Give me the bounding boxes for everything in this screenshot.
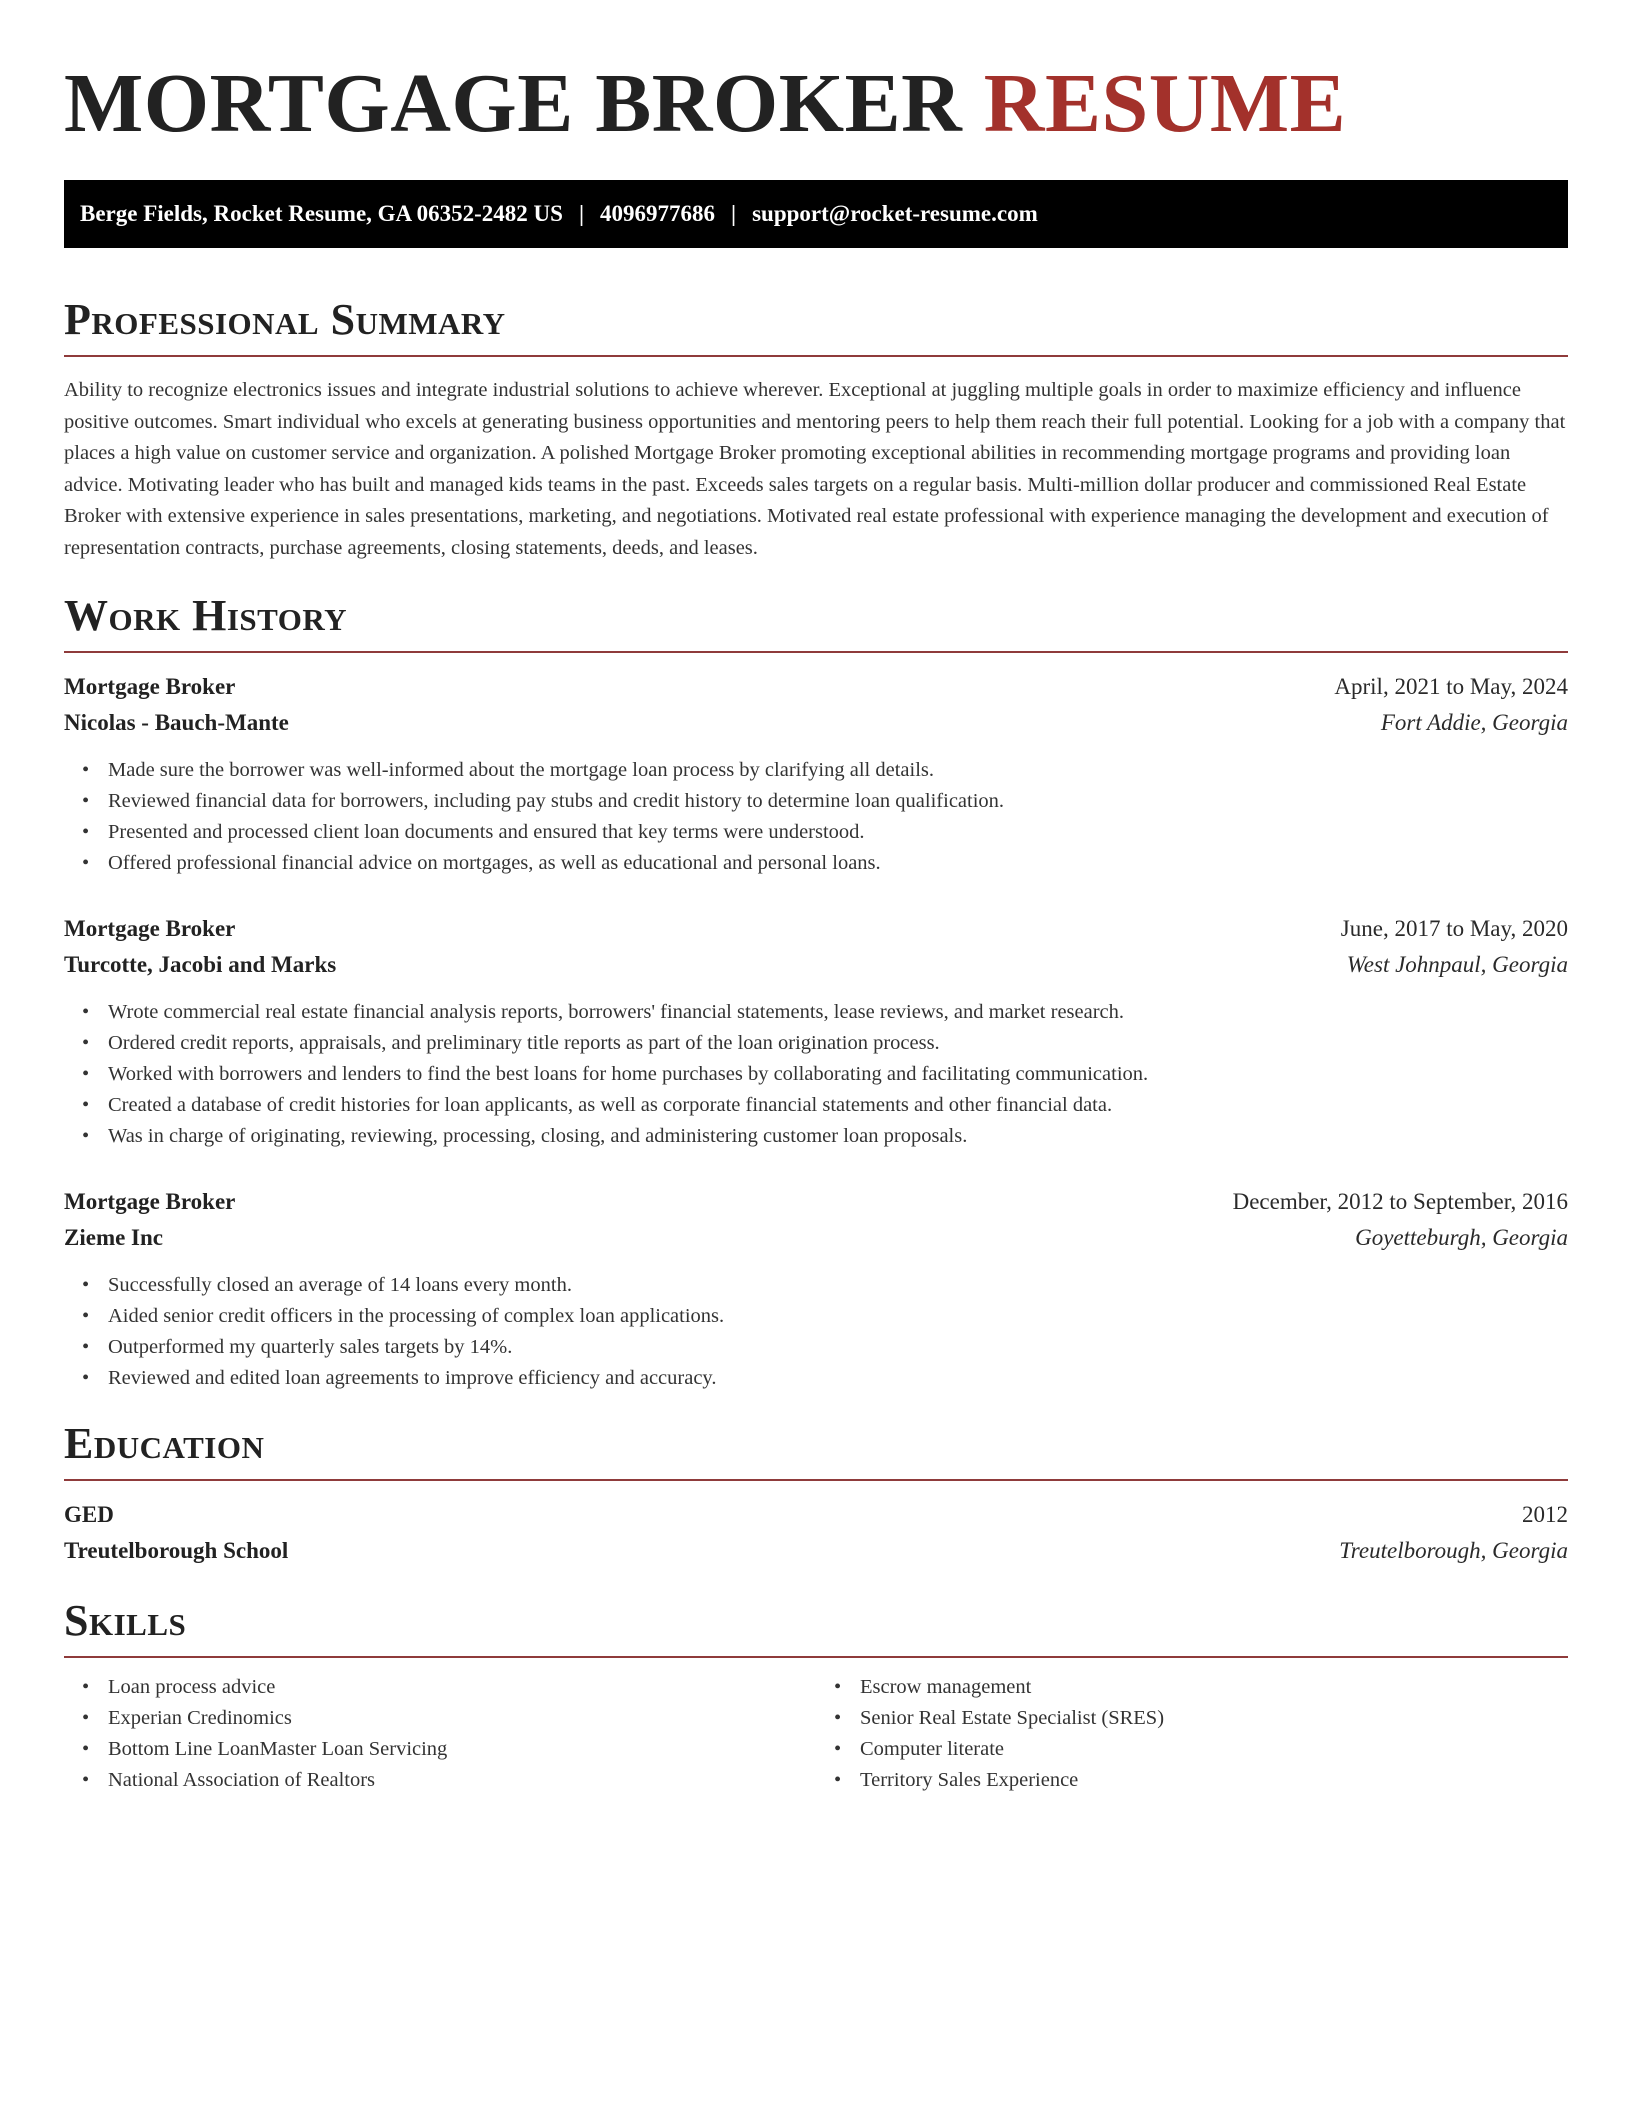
skill-item: • Bottom Line LoanMaster Loan Servicing [108, 1734, 816, 1765]
job-company: Nicolas - Bauch-Mante [64, 710, 289, 735]
skill-item: • Loan process advice [108, 1672, 816, 1703]
section-title-education: Education [64, 1419, 265, 1468]
job-bullet: • Wrote commercial real estate financial analysis reports, borrowers' financial statements, lease reviews, and market research. [108, 997, 1568, 1028]
job-bullet: • Made sure the borrower was well-informed about the mortgage loan process by clarifying all details. [108, 755, 1568, 786]
job-location: Fort Addie, Georgia [1380, 710, 1568, 735]
contact-email: support@rocket-resume.com [752, 201, 1038, 226]
resume-title-accent: RESUME [983, 57, 1347, 150]
skills-columns [64, 1672, 1568, 1796]
job-dates: April, 2021 to May, 2024 [1334, 674, 1568, 699]
skill-item: • Territory Sales Experience [860, 1765, 1568, 1796]
job-company: Turcotte, Jacobi and Marks [64, 952, 337, 977]
section-title-summary: Professional Summary [64, 295, 506, 344]
skill-item: • Computer literate [860, 1734, 1568, 1765]
skill-item: • Escrow management [860, 1672, 1568, 1703]
job-bullet-list [64, 997, 1568, 1152]
resume-title [64, 0, 1568, 152]
job-bullet: • Worked with borrowers and lenders to find the best loans for home purchases by collaborating and facilitating communication. [108, 1059, 1568, 1090]
contact-bar [64, 180, 1568, 248]
job-dates: December, 2012 to September, 2016 [1232, 1189, 1568, 1214]
education-degree: GED [64, 1502, 114, 1527]
job-location: West Johnpaul, Georgia [1346, 952, 1568, 977]
job-company-row [64, 1220, 1568, 1256]
section-title-work-history: Work History [64, 591, 348, 640]
job-bullet: • Outperformed my quarterly sales targets by 14%. [108, 1332, 1568, 1363]
job-bullet: • Offered professional financial advice on mortgages, as well as educational and personal loans. [108, 848, 1568, 879]
work-history-section [64, 590, 1568, 1394]
job-company-row [64, 705, 1568, 741]
education-school-row [64, 1533, 1568, 1569]
contact-separator: | [578, 201, 585, 226]
education-entry [64, 1497, 1568, 1569]
job-bullet: • Created a database of credit histories for loan applicants, as well as corporate financial statements and other financial data. [108, 1090, 1568, 1121]
job-company: Zieme Inc [64, 1225, 164, 1250]
section-divider [64, 1656, 1568, 1658]
skills-column-right [816, 1672, 1568, 1796]
skill-item: • Senior Real Estate Specialist (SRES) [860, 1703, 1568, 1734]
job-bullet: • Ordered credit reports, appraisals, and preliminary title reports as part of the loan origination process. [108, 1028, 1568, 1059]
job-bullet-list [64, 755, 1568, 879]
job-bullet: • Reviewed and edited loan agreements to improve efficiency and accuracy. [108, 1363, 1568, 1394]
education-year: 2012 [1522, 1502, 1568, 1527]
job-dates: June, 2017 to May, 2020 [1340, 916, 1568, 941]
job-title: Mortgage Broker [64, 674, 236, 699]
job-title: Mortgage Broker [64, 916, 236, 941]
section-divider [64, 1479, 1568, 1481]
contact-separator: | [731, 201, 737, 226]
job-entry [64, 669, 1568, 879]
resume-title-main: MORTGAGE BROKER [64, 57, 963, 150]
section-divider [64, 355, 1568, 357]
skill-item: • National Association of Realtors [108, 1765, 816, 1796]
job-title: Mortgage Broker [64, 1189, 236, 1214]
job-header-row [64, 669, 1568, 705]
job-header-row [64, 911, 1568, 947]
summary-text: Ability to recognize electronics issues and integrate industrial solutions to achieve wherever. Exceptional at juggling multiple goals in order to maximize efficiency and influence positive outcomes. Smart individual who excels at generating business opportunities and mentoring peers to help them reach their full potential. Looking for a job with a company that places a high value on customer service and organization. A polished Mortgage Broker promoting exceptional abilities in recommending mortgage programs and providing loan advice. Motivating leader who has built and managed kids teams in the past. Exceeds sales targets on a regular basis. Multi-million dollar producer and commissioned Real Estate Broker with extensive experience in sales presentations, marketing, and negotiations. Motivated real estate professional with experience managing the development and execution of representation contracts, purchase agreements, closing statements, deeds, and leases. [64, 379, 1566, 559]
job-bullet: • Successfully closed an average of 14 loans every month. [108, 1270, 1568, 1301]
job-header-row [64, 1184, 1568, 1220]
job-location: Goyetteburgh, Georgia [1355, 1225, 1568, 1250]
job-bullet: • Was in charge of originating, reviewing, processing, closing, and administering customer loan proposals. [108, 1121, 1568, 1152]
skills-list [64, 1672, 816, 1796]
summary-section [64, 294, 1568, 564]
job-bullet-list [64, 1270, 1568, 1394]
job-bullet: • Presented and processed client loan documents and ensured that key terms were understood. [108, 817, 1568, 848]
skills-column-left [64, 1672, 816, 1796]
skills-section [64, 1595, 1568, 1796]
job-entry [64, 911, 1568, 1152]
section-divider [64, 651, 1568, 653]
contact-phone: 4096977686 [600, 201, 716, 226]
education-location: Treutelborough, Georgia [1339, 1538, 1568, 1563]
skill-item: • Experian Credinomics [108, 1703, 816, 1734]
job-entry [64, 1184, 1568, 1394]
job-bullet: • Aided senior credit officers in the processing of complex loan applications. [108, 1301, 1568, 1332]
education-school: Treutelborough School [64, 1538, 289, 1563]
education-section [64, 1418, 1568, 1569]
section-title-skills: Skills [64, 1596, 187, 1645]
contact-address: Berge Fields, Rocket Resume, GA 06352-2482 US [80, 201, 563, 226]
job-bullet: • Reviewed financial data for borrowers, including pay stubs and credit history to determine loan qualification. [108, 786, 1568, 817]
education-header-row [64, 1497, 1568, 1533]
skills-list [816, 1672, 1568, 1796]
job-company-row [64, 947, 1568, 983]
